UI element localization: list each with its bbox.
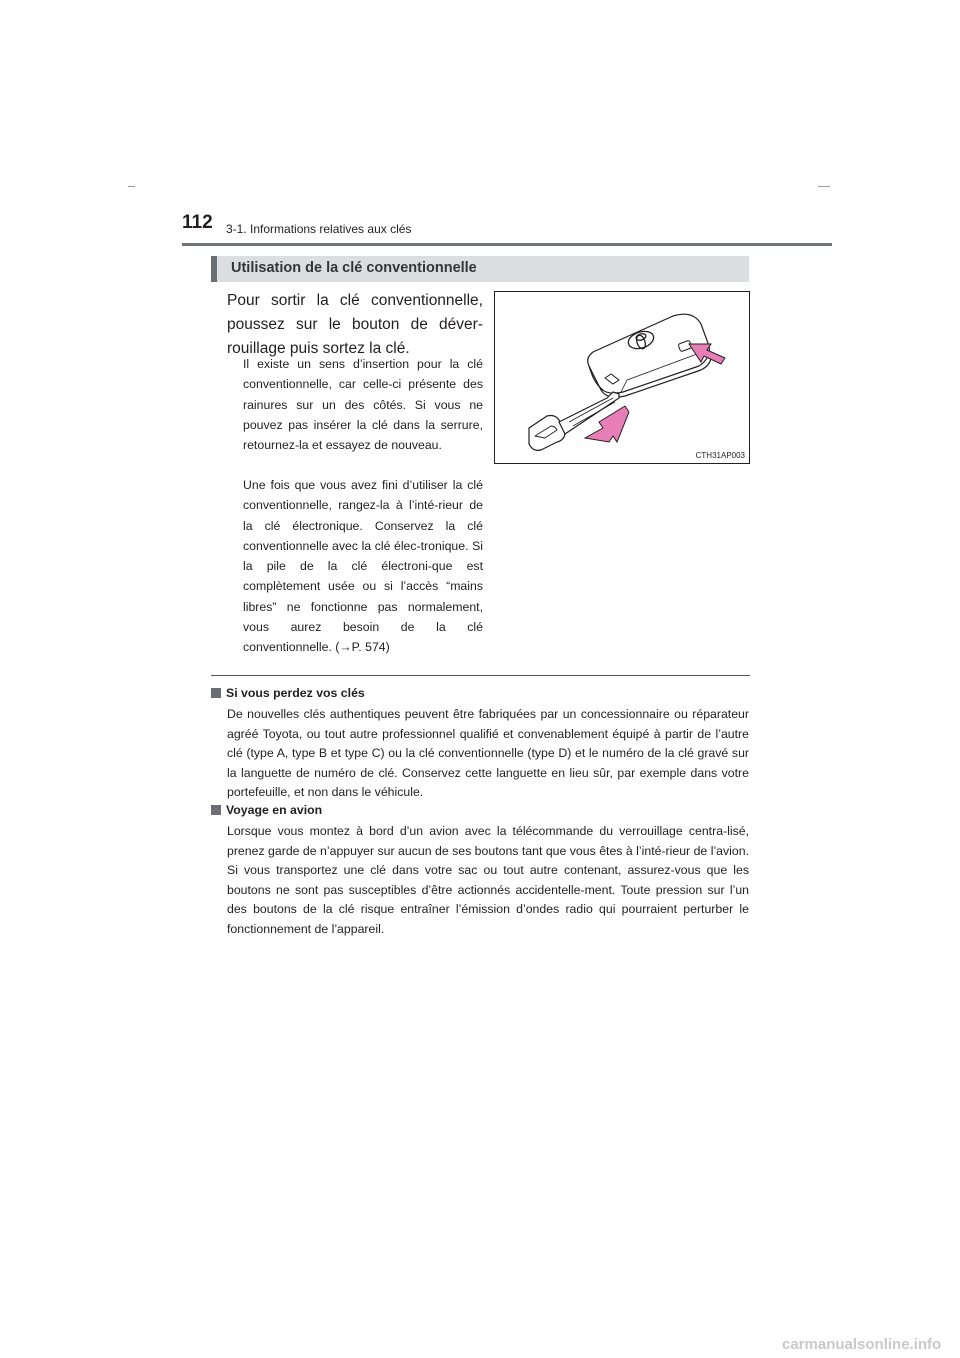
- square-bullet-icon: [211, 688, 221, 698]
- paragraph-lost-keys: De nouvelles clés authentiques peuvent être fabriquées par un concessionnaire ou réparateur agréé Toyota, ou tout autre professionnel qualifié et convenablement équipé à partir de l’autre clé (type A, type B et type C) ou la clé conventionnelle (type D) et le numéro de la clé gravé sur la languette de numéro de clé. Conservez cette languette en lieu sûr, par exemple dans votre portefeuille, et non dans le véhicule.: [227, 707, 749, 799]
- header-rule: [182, 243, 832, 246]
- lead-text: Pour sortir la clé conventionnelle, poussez sur le bouton de déver-rouillage puis sortez la clé.: [227, 292, 483, 357]
- subsection-title: Voyage en avion: [226, 803, 323, 817]
- crop-mark-left: [128, 186, 135, 187]
- section-heading-bar: [211, 256, 749, 282]
- subsection-title: Si vous perdez vos clés: [226, 686, 365, 700]
- paragraph-air-travel: Lorsque vous montez à bord d’un avion avec la télécommande du verrouillage centra-lisé, prenez garde de n’appuyer sur aucun de ses boutons tant que vous êtes à l’inté-rieur de l’avion. Si vous transportez une clé dans votre sac ou tout autre contenant, assurez-vous que les boutons ne sont pas susceptibles d’être actionnés accidentelle-ment. Toute pression sur l’un des boutons de la clé risque entraîner l’émission d’ondes radio qui pourraient perturber le fonctionnement de l’appareil.: [227, 824, 749, 936]
- key-drawing: [495, 292, 749, 463]
- section-divider: [211, 675, 750, 676]
- watermark: carmanualsonline.info: [782, 1336, 942, 1353]
- note-insertion: Il existe un sens d’insertion pour la clé conventionnelle, car celle-ci présente des rainures sur un des côtés. Si vous ne pouvez pas insérer la clé dans la serrure, retournez-la et essayez de nouveau.: [243, 357, 483, 453]
- note-storage: Une fois que vous avez fini d’utiliser la clé conventionnelle, rangez-la à l’inté-rieur de la clé électronique. Conservez la clé conventionnelle avec la clé élec-tronique. Si la pile de la clé électroni-que est complètement usée ou si l’accès “mains libres” ne fonctionne pas normalement, vous aurez besoin de la clé conventionnelle. (→P. 574): [243, 478, 483, 655]
- square-bullet-icon: [211, 805, 221, 815]
- key-illustration: [494, 291, 750, 464]
- crop-mark-right: [818, 186, 830, 187]
- subsection-heading-lost-keys: [211, 686, 365, 700]
- subsection-heading-air-travel: [211, 803, 322, 817]
- figure-code: CTH31AP003: [695, 451, 745, 460]
- page-number: 112: [182, 212, 213, 233]
- smart-key-fob: [588, 314, 712, 397]
- section-title: Utilisation de la clé conventionnelle: [231, 260, 477, 276]
- running-head: 3-1. Informations relatives aux clés: [226, 222, 412, 236]
